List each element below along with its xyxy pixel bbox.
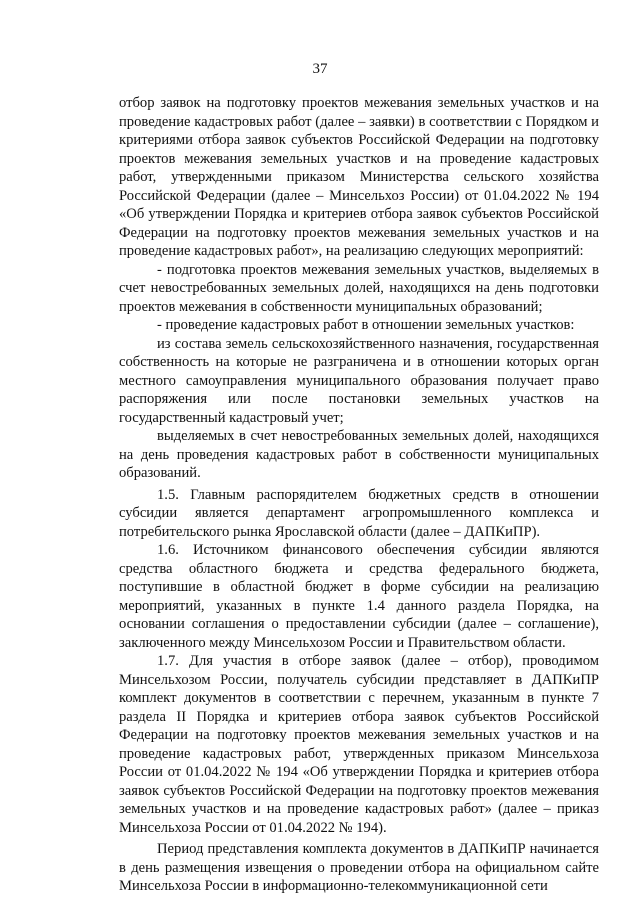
clause-1-5: 1.5. Главным распорядителем бюджетных средств в отношении субсидии является департамент агропромышленного комплекса и потребительского рынка Ярославской области (далее – ДАПКиПР). <box>119 486 599 540</box>
list-item-cadastral-works: - проведение кадастровых работ в отношении земельных участков: <box>157 317 575 333</box>
list-item-project-preparation: - подготовка проектов межевания земельных участков, выделяемых в счет невостребованных земельных долей, находящихся на день подготовки проектов межевания в собственности муниципальных образований; <box>119 261 599 315</box>
paragraph-submission-period: Период представления комплекта документов в ДАПКиПР начинается в день размещения извещения о проведении отбора на официальном сайте Минсельхоза России в информационно-телекоммуникационной сети <box>119 841 599 894</box>
clause-1-7: 1.7. Для участия в отборе заявок (далее – отбор), проводимом Минсельхозом России, получатель субсидии представляет в ДАПКиПР комплект документов в соответствии с перечнем, указанным в пункте 7 раздела II Порядка и критериев отбора заявок субъектов Российской Федерации на подготовку проектов межевания земельных участков и на проведение кадастровых работ, утвержденных приказом Минсельхоза России от 01.04.2022 № 194 «Об утверждении Порядка и критериев отбора заявок субъектов Российской Федерации на подготовку проектов межевания земельных участков и на проведение кадастровых работ» (далее – приказ Минсельхоза России от 01.04.2022 № 194). <box>119 653 599 836</box>
clause-1-6: 1.6. Источником финансового обеспечения субсидии являются средства областного бюджета и средства федерального бюджета, поступившие в областной бюджет в форме субсидии на реализацию мероприятий, указанных в пункте 1.4 данного раздела Порядка, на основании соглашения о предоставлении субсидии (далее – соглашение), заключенного между Минсельхозом России и Правительством области. <box>119 542 599 651</box>
page-number: 37 <box>312 61 328 77</box>
body-text <box>119 94 599 896</box>
sub-item-agricultural-lands: из состава земель сельскохозяйственного назначения, государственная собственность на которые не разграничена и в отношении которых орган местного самоуправления муниципального образования получает право распоряжения или после постановки земельных участков на государственный кадастровый учет; <box>119 335 599 426</box>
sub-item-unclaimed-shares: выделяемых в счет невостребованных земельных долей, находящихся на день проведения кадастровых работ в собственности муниципальных образований. <box>119 428 599 481</box>
paragraph-continuation: отбор заявок на подготовку проектов межевания земельных участков и на проведение кадастровых работ (далее – заявки) в соответствии с Порядком и критериями отбора заявок субъектов Российской Федерации на подготовку проектов межевания земельных участков и на проведение кадастровых работ, утвержденными приказом Министерства сельского хозяйства Российской Федерации (далее – Минсельхоз России) от 01.04.2022 № 194 «Об утверждении Порядка и критериев отбора заявок субъектов Российской Федерации на подготовку проектов межевания земельных участков и на проведение кадастровых работ», на реализацию следующих мероприятий: <box>119 95 599 259</box>
